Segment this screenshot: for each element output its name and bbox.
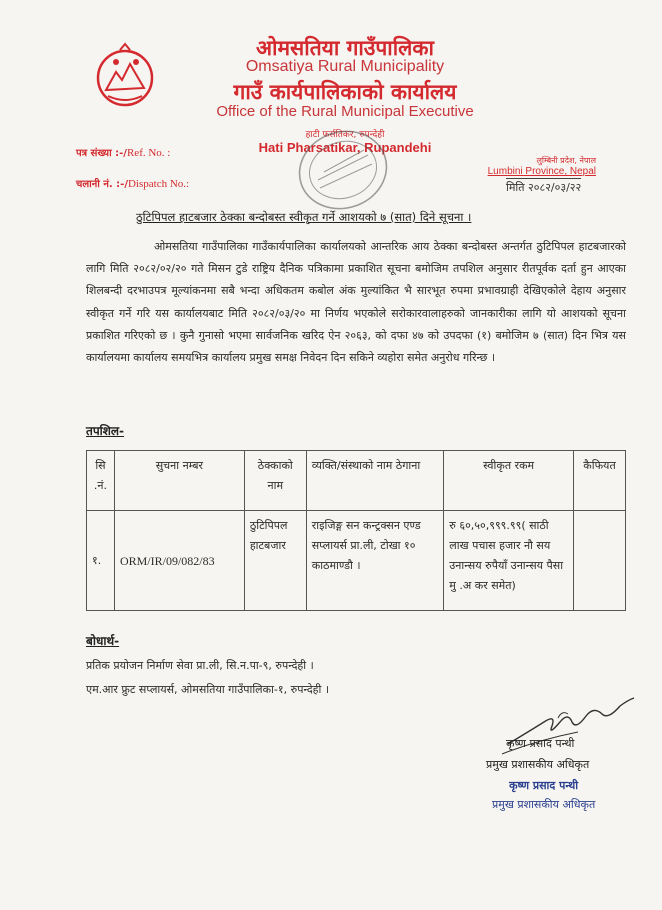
- municipality-name-en: Omsatiya Rural Municipality: [245, 58, 445, 75]
- signatory-seal: [492, 776, 595, 814]
- seal-name: कृष्ण प्रसाद पन्थी: [509, 779, 579, 792]
- ref-number: [76, 145, 170, 159]
- province-np: लुम्बिनी प्रदेश, नेपाल: [536, 156, 596, 165]
- cc-heading: बोधार्थ-: [86, 634, 120, 648]
- details-heading: तपशिल-: [86, 424, 125, 438]
- col-header-sn: सि .नं.: [87, 451, 115, 511]
- notice-body-text: ओमसतिया गाउँपालिका गाउँकार्यपालिका कार्यालयको आन्तरिक आय ठेक्का बन्दोबस्त अन्तर्गत ठुटिपिपल हाटबजारको लागि मिति २०८२/०२/२० गते मिसन टुडे राष्ट्रिय दैनिक पत्रिकामा प्रकाशित सूचना बमोजिम तपशिल अनुसार रीतपूर्वक दर्ता हुन आएका शिलबन्दी दरभाउपत्र मूल्यांकनमा सबै भन्दा अधिकतम कबोल अंक मुल्यांकित भै सारभूत रुपमा प्रभावग्राही देखिएकोले देहाय अनुसार स्वीकृत गर्ने गरि यस कार्यालयबाट मिति २०८२/०३/२० मा निर्णय भएकोले सरोकारवालाहरुको जानकारीका लागि यो आशयको सूचना प्रकाशित गरिएको छ । कुनै गुनासो भएमा सार्वजनिक खरिद ऐन २०६३, को दफा ४७ को उपदफा (१) बमोजिम ७ (सात) दिन भित्र यस कार्यालयमा कार्यालय समयभित्र कार्यालय प्रमुख समक्ष निवेदन दिन सकिने व्यहोरा समेत अनुरोध गरिन्छ ।: [86, 240, 626, 365]
- col-header-notice-no: सुचना नम्बर: [114, 451, 244, 511]
- cell-notice-no: ORM/IR/09/082/83: [114, 511, 244, 611]
- municipality-name-np: ओमसतिया गाउँपालिका: [256, 36, 434, 60]
- cell-party: राइजिङ्ग सन कन्ट्रक्सन एण्ड सप्लायर्स प्रा.ली, टोखा १० काठमाण्डौ ।: [306, 511, 444, 611]
- details-table: [86, 450, 626, 611]
- address-np: हाटी फर्सतिकर, रुपन्देही: [305, 130, 385, 140]
- cc-line: एम.आर फ्रुट सप्लायर्स, ओमसतिया गाउँपालिका-१, रुपन्देही ।: [86, 683, 330, 696]
- seal-title: प्रमुख प्रशासकीय अधिकृत: [492, 798, 596, 811]
- col-header-remarks: कैफियत: [574, 451, 626, 511]
- cell-amount: रु ६०,५०,९९९.९९( साठी लाख पचास हजार नौ सय उनान्सय रुपैयाँ उनान्सय पैसा मु .अ कर समेत): [444, 511, 574, 611]
- office-name-en: Office of the Rural Municipal Executive: [216, 103, 474, 120]
- dispatch-label-np: चलानी नं. :-/: [76, 179, 128, 190]
- table-header-row: [87, 451, 626, 511]
- date-value: २०८२/०३/२२: [528, 181, 582, 194]
- dispatch-label-en: Dispatch No.:: [127, 178, 190, 190]
- notice-subject: ठुटिपिपल हाटबजार ठेक्का बन्दोबस्त स्वीकृत गर्ने आशयको ७ (सात) दिने सूचना ।: [136, 210, 472, 224]
- col-header-contract: ठेक्काको नाम: [244, 451, 306, 511]
- office-name-np: गाउँ कार्यपालिकाको कार्यालय: [233, 80, 457, 104]
- ref-label-en: Ref. No. :: [126, 147, 171, 159]
- signature-icon: [498, 692, 638, 762]
- signatory-title: प्रमुख प्रशासकीय अधिकृत: [486, 758, 590, 771]
- col-header-amount: स्वीकृत रकम: [444, 451, 574, 511]
- signatory-name: कृष्ण प्रसाद पन्थी: [506, 737, 575, 750]
- ref-label-np: पत्र संख्या :-/: [76, 148, 127, 159]
- province-en: Lumbini Province, Nepal: [487, 166, 596, 177]
- address-en: Hati Pharsatikar, Rupandehi: [258, 140, 432, 155]
- cell-sn: १.: [87, 511, 115, 611]
- province-block: [488, 155, 596, 177]
- notice-body: [86, 236, 626, 369]
- dispatch-number: [76, 176, 189, 190]
- cell-remarks: [574, 511, 626, 611]
- date-label: मिति: [506, 181, 525, 194]
- col-header-party: व्यक्ति/संस्थाको नाम ठेगाना: [306, 451, 444, 511]
- nepal-emblem-icon: [94, 42, 156, 112]
- table-row: [87, 511, 626, 611]
- office-stamp-icon: [288, 120, 398, 220]
- cc-line: प्रतिक प्रयोजन निर्माण सेवा प्रा.ली, सि.न.पा-९, रुपन्देही ।: [86, 659, 314, 672]
- date-line: [506, 178, 581, 195]
- cell-contract-name: ठुटिपिपल हाटबजार: [244, 511, 306, 611]
